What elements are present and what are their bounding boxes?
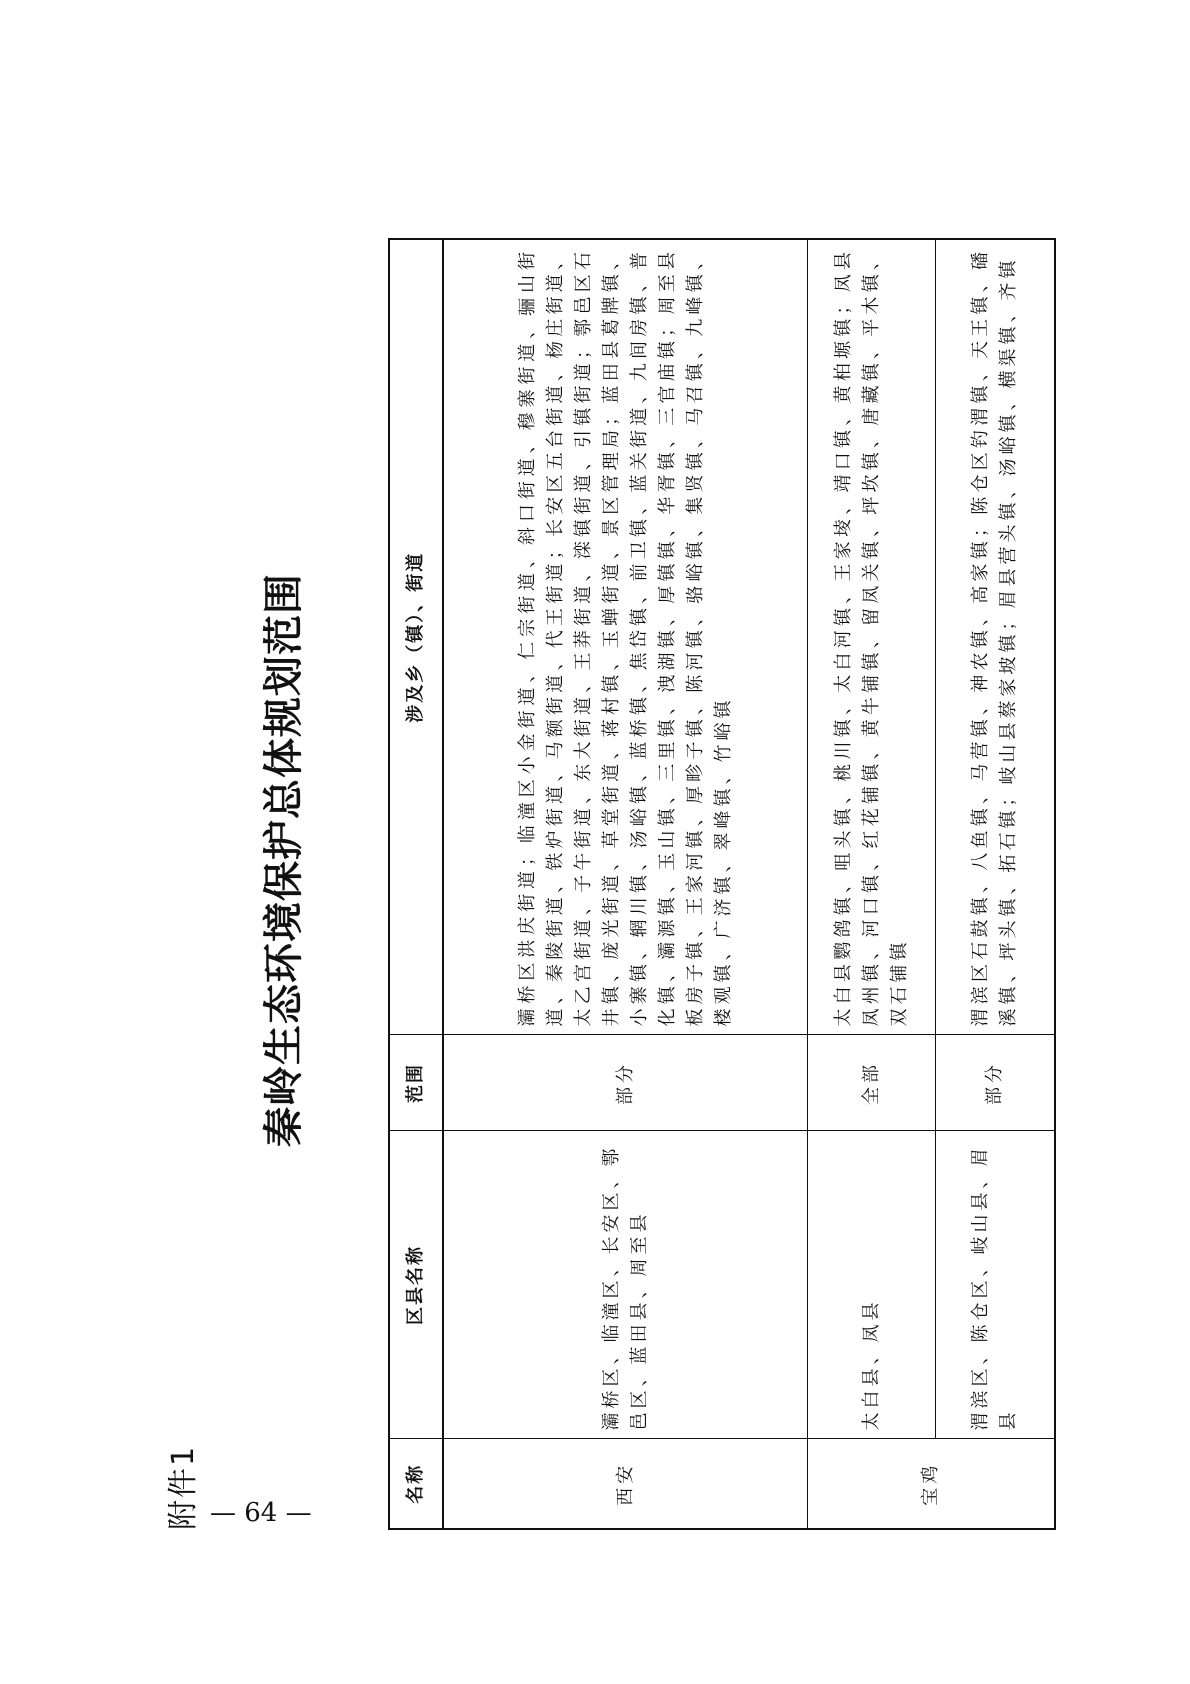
range-cell: 部分 xyxy=(936,1035,1055,1131)
towns-cell: 灞桥区洪庆街道；临潼区小金街道、仁宗街道、斜口街道、穆寨街道、骊山街道、秦陵街道、铁炉街道、马额街道、代王街道；长安区五台街道、杨庄街道、太乙宫街道、子午街道、东大街道、王莽街道、滦镇街道、引镇街道；鄠邑区石井镇、庞光街道、草堂街道、蒋村镇、玉蝉街道、景区管理局；蓝田县葛牌镇、小寨镇、辋川镇、汤峪镇、蓝桥镇、焦岱镇、前卫镇、蓝关街道、九间房镇、普化镇、灞源镇、玉山镇、三里镇、洩湖镇、厚镇镇、华胥镇、三官庙镇；周至县板房子镇、王家河镇、厚畛子镇、陈河镇、骆峪镇、集贤镇、马召镇、九峰镇、楼观镇、广济镇、翠峰镇、竹峪镇 xyxy=(443,239,808,1035)
planning-scope-table xyxy=(388,238,1056,1530)
header-name: 名称 xyxy=(389,1439,443,1529)
counties-cell: 灞桥区、临潼区、长安区、鄠邑区、蓝田县、周至县 xyxy=(443,1131,808,1439)
range-cell: 部分 xyxy=(443,1035,808,1131)
document-title: 秦岭生态环境保护总体规划范围 xyxy=(261,573,307,1147)
table-header-row xyxy=(389,239,443,1529)
city-name-cell: 西安 xyxy=(443,1439,808,1529)
counties-cell: 渭滨区、陈仓区、岐山县、眉县 xyxy=(936,1131,1055,1439)
header-counties: 区县名称 xyxy=(389,1131,443,1439)
annex-label: 附件1 xyxy=(166,1444,201,1530)
table-row xyxy=(808,239,936,1529)
towns-cell: 太白县鹦鸽镇、咀头镇、桃川镇、太白河镇、王家堎、靖口镇、黄柏塬镇；凤县凤州镇、河口镇、红花铺镇、黄牛铺镇、留凤关镇、坪坎镇、唐藏镇、平木镇、双石铺镇 xyxy=(808,239,936,1035)
counties-cell: 太白县、凤县 xyxy=(808,1131,936,1439)
towns-cell: 渭滨区石鼓镇、八鱼镇、马营镇、神农镇、高家镇；陈仓区钓渭镇、天王镇、磻溪镇、坪头镇、拓石镇；岐山县蔡家坡镇；眉县营头镇、汤峪镇、横渠镇、齐镇 xyxy=(936,239,1055,1035)
table-row xyxy=(936,239,1055,1529)
header-towns: 涉及乡（镇）、街道 xyxy=(389,239,443,1035)
city-name-cell: 宝鸡 xyxy=(808,1439,1055,1529)
table-row xyxy=(443,239,808,1529)
header-range: 范围 xyxy=(389,1035,443,1131)
range-cell: 全部 xyxy=(808,1035,936,1131)
page-number: — 64 — xyxy=(210,1498,312,1528)
rotated-document-sheet xyxy=(140,40,1020,1530)
